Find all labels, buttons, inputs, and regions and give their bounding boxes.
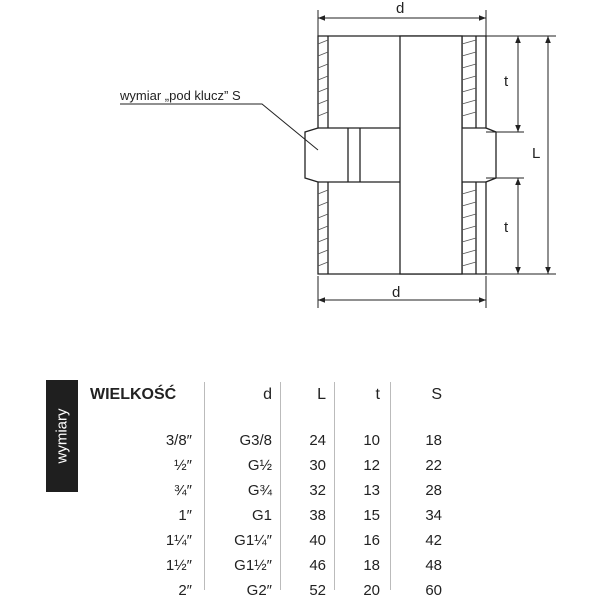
header-t: t: [375, 386, 380, 403]
dimensions-side-tab: [46, 380, 78, 492]
cell-t: 15: [363, 507, 380, 524]
table-row: [90, 578, 450, 603]
wrench-size-label: wymiar „pod klucz” S: [120, 88, 241, 103]
cell-t: 12: [363, 457, 380, 474]
header-d: d: [263, 386, 272, 403]
cell-S: 22: [425, 457, 442, 474]
cell-L: 46: [309, 557, 326, 574]
cell-size: 1½″: [165, 557, 192, 574]
cell-S: 18: [425, 432, 442, 449]
dim-d-top-label: d: [396, 0, 405, 17]
wrench-size-callout: [119, 88, 318, 150]
cell-d: G1½″: [234, 557, 272, 574]
cell-S: 28: [425, 482, 442, 499]
cell-size: 2″: [178, 582, 192, 599]
cell-d: G1¼″: [234, 532, 272, 549]
cell-S: 34: [425, 507, 442, 524]
cell-L: 32: [309, 482, 326, 499]
cell-d: G2″: [246, 582, 272, 599]
cell-t: 10: [363, 432, 380, 449]
cell-L: 30: [309, 457, 326, 474]
cell-t: 13: [363, 482, 380, 499]
table-row: [90, 503, 450, 528]
dim-d-bottom-label: d: [392, 284, 401, 301]
cell-d: G¾: [247, 482, 272, 499]
cell-size: ¾″: [174, 482, 192, 499]
dimension-d-bottom: [318, 276, 486, 308]
cell-L: 52: [309, 582, 326, 599]
cell-S: 48: [425, 557, 442, 574]
cell-d: G3/8: [239, 432, 272, 449]
table-header-row: [90, 382, 450, 408]
cell-L: 24: [309, 432, 326, 449]
cell-S: 42: [425, 532, 442, 549]
cell-L: 38: [309, 507, 326, 524]
dimension-d-top: [318, 0, 486, 36]
cell-size: 1¼″: [165, 532, 192, 549]
table-row: [90, 453, 450, 478]
table-row: [90, 478, 450, 503]
cell-d: G1: [251, 507, 272, 524]
cell-S: 60: [425, 582, 442, 599]
cell-size: ½″: [174, 457, 192, 474]
dimensions-table: [90, 382, 450, 603]
header-S: S: [431, 386, 442, 403]
dimension-t-top: [486, 36, 556, 132]
header-size: WIELKOŚĆ: [90, 386, 177, 403]
cell-t: 20: [363, 582, 380, 599]
dimension-t-bottom: [486, 178, 556, 274]
cell-t: 18: [363, 557, 380, 574]
cell-size: 3/8″: [165, 432, 192, 449]
fitting-body: [305, 36, 496, 274]
cell-d: G½: [247, 457, 272, 474]
cell-t: 16: [363, 532, 380, 549]
dim-t-top-label: t: [504, 73, 509, 90]
header-L: L: [317, 386, 326, 403]
dim-t-bottom-label: t: [504, 219, 509, 236]
cell-size: 1″: [178, 507, 192, 524]
table-row: [90, 428, 450, 453]
dimension-L: [532, 36, 548, 274]
dim-L-label: L: [532, 145, 541, 162]
side-tab-label: wymiary: [53, 408, 71, 464]
cell-L: 40: [309, 532, 326, 549]
table-row: [90, 553, 450, 578]
table-row: [90, 528, 450, 553]
